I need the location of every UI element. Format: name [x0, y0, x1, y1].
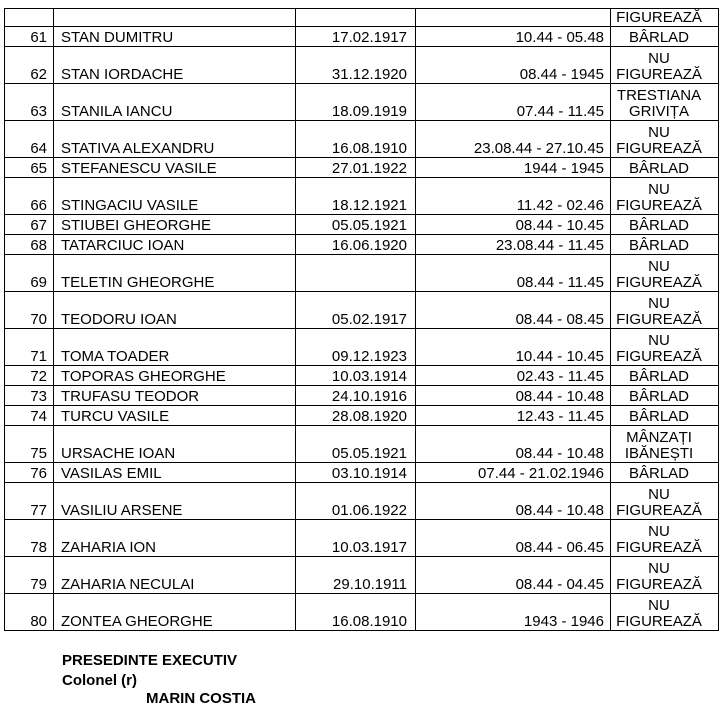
cell-dob: 31.12.1920: [296, 47, 416, 84]
cell-name: TEODORU IOAN: [54, 292, 296, 329]
cell-location: [611, 483, 719, 520]
cell-nr: 62: [5, 47, 54, 84]
cell-dob: 17.02.1917: [296, 27, 416, 47]
location-line: FIGUREAZĂ: [616, 348, 702, 365]
cell-period: 23.08.44 - 11.45: [416, 235, 611, 255]
cell-dob: 29.10.1911: [296, 557, 416, 594]
table-row: [5, 520, 719, 557]
cell-name: STAN IORDACHE: [54, 47, 296, 84]
personnel-table: [4, 8, 719, 631]
cell-dob: 16.06.1920: [296, 235, 416, 255]
cell-dob: 18.12.1921: [296, 178, 416, 215]
cell-dob: 09.12.1923: [296, 329, 416, 366]
table-row: [5, 292, 719, 329]
cell-nr: 77: [5, 483, 54, 520]
location-line: NU: [648, 560, 670, 577]
location-line: NU: [648, 295, 670, 312]
signature-title: PRESEDINTE EXECUTIV: [62, 652, 238, 669]
cell-name: STAN DUMITRU: [54, 27, 296, 47]
location-line: BÂRLAD: [628, 388, 690, 405]
location-line: NU: [648, 50, 670, 67]
location-line: NU: [648, 523, 670, 540]
cell-name: VASILIU ARSENE: [54, 483, 296, 520]
cell-dob: 18.09.1919: [296, 84, 416, 121]
location-line: NU: [648, 486, 670, 503]
location-line: BÂRLAD: [628, 160, 690, 177]
table-row: [5, 255, 719, 292]
cell-nr: 69: [5, 255, 54, 292]
cell-name: TRUFASU TEODOR: [54, 386, 296, 406]
cell-dob: 01.06.1922: [296, 483, 416, 520]
cell-nr: 73: [5, 386, 54, 406]
cell-period: 10.44 - 10.45: [416, 329, 611, 366]
cell-location: [611, 27, 719, 47]
cell-location: [611, 329, 719, 366]
table-row: [5, 463, 719, 483]
location-line: BÂRLAD: [628, 408, 690, 425]
cell-period: 07.44 - 11.45: [416, 84, 611, 121]
cell-location: [611, 366, 719, 386]
cell-period: 08.44 - 10.48: [416, 483, 611, 520]
cell-nr: 79: [5, 557, 54, 594]
location-line: NU: [648, 258, 670, 275]
location-line: FIGUREAZĂ: [616, 274, 702, 291]
cell-nr: [5, 9, 54, 27]
cell-location: [611, 520, 719, 557]
table-row: [5, 178, 719, 215]
table-row: [5, 27, 719, 47]
cell-location: [611, 255, 719, 292]
cell-nr: 71: [5, 329, 54, 366]
table-row: [5, 557, 719, 594]
cell-location: [611, 235, 719, 255]
table-row: [5, 47, 719, 84]
cell-location: [611, 47, 719, 84]
cell-nr: 76: [5, 463, 54, 483]
cell-location: [611, 594, 719, 631]
location-line: BÂRLAD: [628, 368, 690, 385]
cell-dob: [296, 9, 416, 27]
location-line: BÂRLAD: [628, 465, 690, 482]
cell-dob: 10.03.1917: [296, 520, 416, 557]
cell-period: 08.44 - 1945: [416, 47, 611, 84]
cell-dob: 28.08.1920: [296, 406, 416, 426]
cell-location: [611, 406, 719, 426]
location-line: BÂRLAD: [628, 29, 690, 46]
table-row: [5, 215, 719, 235]
table-row: [5, 158, 719, 178]
cell-dob: 10.03.1914: [296, 366, 416, 386]
cell-period: 07.44 - 21.02.1946: [416, 463, 611, 483]
table-row: [5, 594, 719, 631]
cell-period: [416, 9, 611, 27]
location-line: NU: [648, 597, 670, 614]
cell-dob: 05.05.1921: [296, 426, 416, 463]
cell-nr: 68: [5, 235, 54, 255]
location-line: FIGUREAZĂ: [616, 502, 702, 519]
cell-nr: 64: [5, 121, 54, 158]
cell-name: ZAHARIA ION: [54, 520, 296, 557]
table-row: [5, 121, 719, 158]
cell-period: 02.43 - 11.45: [416, 366, 611, 386]
cell-period: 1944 - 1945: [416, 158, 611, 178]
cell-location: [611, 84, 719, 121]
location-line: IBĂNEȘTI: [624, 445, 694, 462]
location-line: FIGUREAZĂ: [616, 66, 702, 83]
signature-name: MARIN COSTIA: [146, 690, 256, 707]
cell-name: TATARCIUC IOAN: [54, 235, 296, 255]
cell-nr: 74: [5, 406, 54, 426]
cell-period: 08.44 - 08.45: [416, 292, 611, 329]
cell-name: [54, 9, 296, 27]
cell-dob: 24.10.1916: [296, 386, 416, 406]
table-row: [5, 84, 719, 121]
cell-period: 08.44 - 06.45: [416, 520, 611, 557]
location-line: FIGUREAZĂ: [616, 311, 702, 328]
cell-location: [611, 426, 719, 463]
cell-location: [611, 178, 719, 215]
cell-nr: 61: [5, 27, 54, 47]
cell-location: [611, 121, 719, 158]
cell-dob: 05.02.1917: [296, 292, 416, 329]
cell-name: URSACHE IOAN: [54, 426, 296, 463]
cell-dob: [296, 255, 416, 292]
cell-location: [611, 386, 719, 406]
cell-nr: 67: [5, 215, 54, 235]
cell-name: STANILA IANCU: [54, 84, 296, 121]
location-line: FIGUREAZĂ: [616, 140, 702, 157]
cell-location: [611, 557, 719, 594]
location-line: MÂNZAȚI: [626, 429, 692, 446]
table-row-partial: [5, 9, 719, 27]
cell-dob: 16.08.1910: [296, 121, 416, 158]
location-line: FIGUREAZĂ: [616, 576, 702, 593]
location-line: TRESTIANA: [616, 87, 702, 104]
location-line: FIGUREAZĂ: [616, 197, 702, 214]
table-row: [5, 426, 719, 463]
cell-period: 08.44 - 11.45: [416, 255, 611, 292]
cell-location: [611, 158, 719, 178]
cell-name: TOMA TOADER: [54, 329, 296, 366]
cell-location: [611, 215, 719, 235]
cell-nr: 80: [5, 594, 54, 631]
cell-name: ZAHARIA NECULAI: [54, 557, 296, 594]
location-line: NU: [648, 181, 670, 198]
cell-nr: 70: [5, 292, 54, 329]
cell-period: 10.44 - 05.48: [416, 27, 611, 47]
cell-location: [611, 9, 719, 27]
cell-period: 08.44 - 10.45: [416, 215, 611, 235]
cell-name: STINGACIU VASILE: [54, 178, 296, 215]
cell-period: 11.42 - 02.46: [416, 178, 611, 215]
cell-name: VASILAS EMIL: [54, 463, 296, 483]
cell-period: 1943 - 1946: [416, 594, 611, 631]
table-row: [5, 329, 719, 366]
location-line: BÂRLAD: [628, 237, 690, 254]
cell-dob: 03.10.1914: [296, 463, 416, 483]
table-row: [5, 366, 719, 386]
cell-name: TELETIN GHEORGHE: [54, 255, 296, 292]
cell-name: ZONTEA GHEORGHE: [54, 594, 296, 631]
cell-nr: 66: [5, 178, 54, 215]
location-line: FIGUREAZĂ: [616, 9, 702, 26]
cell-nr: 78: [5, 520, 54, 557]
table-row: [5, 235, 719, 255]
location-line: NU: [648, 332, 670, 349]
table-row: [5, 483, 719, 520]
cell-location: [611, 292, 719, 329]
cell-name: STIUBEI GHEORGHE: [54, 215, 296, 235]
cell-name: TOPORAS GHEORGHE: [54, 366, 296, 386]
location-line: NU: [648, 124, 670, 141]
location-line: BÂRLAD: [628, 217, 690, 234]
cell-period: 23.08.44 - 27.10.45: [416, 121, 611, 158]
cell-period: 08.44 - 10.48: [416, 386, 611, 406]
cell-nr: 72: [5, 366, 54, 386]
table-row: [5, 386, 719, 406]
cell-nr: 65: [5, 158, 54, 178]
cell-period: 08.44 - 04.45: [416, 557, 611, 594]
cell-period: 12.43 - 11.45: [416, 406, 611, 426]
cell-nr: 63: [5, 84, 54, 121]
location-line: GRIVIȚA: [628, 103, 689, 120]
signature-rank: Colonel (r): [62, 672, 137, 689]
cell-dob: 27.01.1922: [296, 158, 416, 178]
cell-nr: 75: [5, 426, 54, 463]
cell-dob: 16.08.1910: [296, 594, 416, 631]
cell-dob: 05.05.1921: [296, 215, 416, 235]
location-line: FIGUREAZĂ: [616, 539, 702, 556]
cell-period: 08.44 - 10.48: [416, 426, 611, 463]
table-row: [5, 406, 719, 426]
cell-name: STATIVA ALEXANDRU: [54, 121, 296, 158]
cell-name: STEFANESCU VASILE: [54, 158, 296, 178]
location-line: FIGUREAZĂ: [616, 613, 702, 630]
cell-name: TURCU VASILE: [54, 406, 296, 426]
cell-location: [611, 463, 719, 483]
